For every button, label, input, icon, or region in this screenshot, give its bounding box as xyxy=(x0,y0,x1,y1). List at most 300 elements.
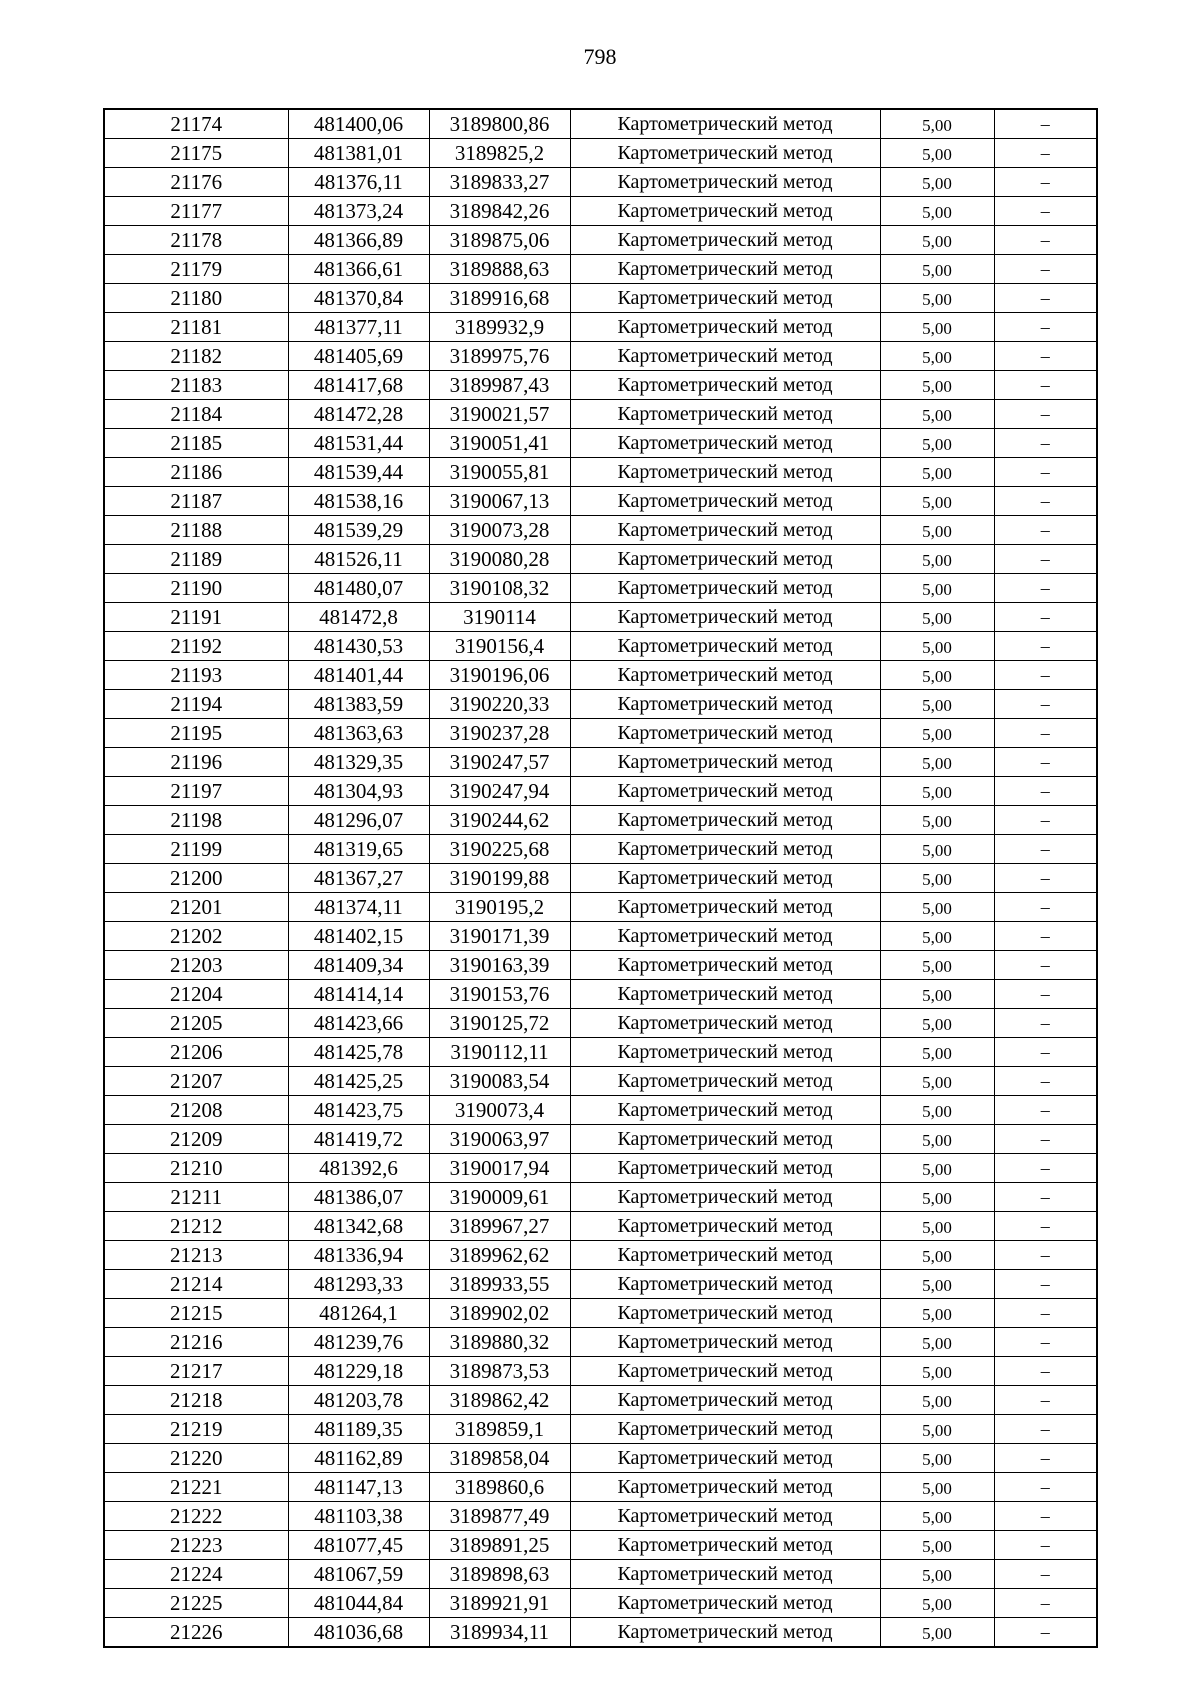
method-cell: Картометрический метод xyxy=(570,139,880,168)
description-cell: – xyxy=(994,255,1097,284)
method-cell: Картометрический метод xyxy=(570,487,880,516)
method-cell: Картометрический метод xyxy=(570,1328,880,1357)
point-number-cell: 21210 xyxy=(104,1154,288,1183)
point-number-cell: 21217 xyxy=(104,1357,288,1386)
accuracy-cell: 5,00 xyxy=(880,922,994,951)
x-coordinate-cell: 481374,11 xyxy=(288,893,429,922)
method-cell: Картометрический метод xyxy=(570,400,880,429)
point-number-cell: 21188 xyxy=(104,516,288,545)
table-row xyxy=(104,342,1097,371)
table-row xyxy=(104,1096,1097,1125)
table-row xyxy=(104,255,1097,284)
x-coordinate-cell: 481342,68 xyxy=(288,1212,429,1241)
accuracy-cell: 5,00 xyxy=(880,371,994,400)
accuracy-cell: 5,00 xyxy=(880,1038,994,1067)
point-number-cell: 21211 xyxy=(104,1183,288,1212)
point-number-cell: 21221 xyxy=(104,1473,288,1502)
x-coordinate-cell: 481239,76 xyxy=(288,1328,429,1357)
point-number-cell: 21218 xyxy=(104,1386,288,1415)
point-number-cell: 21224 xyxy=(104,1560,288,1589)
description-cell: – xyxy=(994,197,1097,226)
description-cell: – xyxy=(994,777,1097,806)
point-number-cell: 21183 xyxy=(104,371,288,400)
accuracy-cell: 5,00 xyxy=(880,777,994,806)
y-coordinate-cell: 3190073,28 xyxy=(429,516,570,545)
point-number-cell: 21207 xyxy=(104,1067,288,1096)
point-number-cell: 21216 xyxy=(104,1328,288,1357)
method-cell: Картометрический метод xyxy=(570,342,880,371)
description-cell: – xyxy=(994,951,1097,980)
point-number-cell: 21225 xyxy=(104,1589,288,1618)
point-number-cell: 21195 xyxy=(104,719,288,748)
y-coordinate-cell: 3189921,91 xyxy=(429,1589,570,1618)
method-cell: Картометрический метод xyxy=(570,516,880,545)
table-row xyxy=(104,1444,1097,1473)
x-coordinate-cell: 481425,78 xyxy=(288,1038,429,1067)
y-coordinate-cell: 3190156,4 xyxy=(429,632,570,661)
description-cell: – xyxy=(994,1415,1097,1444)
point-number-cell: 21219 xyxy=(104,1415,288,1444)
y-coordinate-cell: 3189891,25 xyxy=(429,1531,570,1560)
method-cell: Картометрический метод xyxy=(570,806,880,835)
description-cell: – xyxy=(994,1386,1097,1415)
point-number-cell: 21201 xyxy=(104,893,288,922)
method-cell: Картометрический метод xyxy=(570,1560,880,1589)
x-coordinate-cell: 481392,6 xyxy=(288,1154,429,1183)
table-row xyxy=(104,458,1097,487)
table-row xyxy=(104,168,1097,197)
x-coordinate-cell: 481386,07 xyxy=(288,1183,429,1212)
y-coordinate-cell: 3190051,41 xyxy=(429,429,570,458)
method-cell: Картометрический метод xyxy=(570,1270,880,1299)
point-number-cell: 21178 xyxy=(104,226,288,255)
y-coordinate-cell: 3189898,63 xyxy=(429,1560,570,1589)
y-coordinate-cell: 3190112,11 xyxy=(429,1038,570,1067)
point-number-cell: 21203 xyxy=(104,951,288,980)
x-coordinate-cell: 481409,34 xyxy=(288,951,429,980)
table-row xyxy=(104,1357,1097,1386)
y-coordinate-cell: 3190063,97 xyxy=(429,1125,570,1154)
description-cell: – xyxy=(994,168,1097,197)
method-cell: Картометрический метод xyxy=(570,1096,880,1125)
accuracy-cell: 5,00 xyxy=(880,1473,994,1502)
x-coordinate-cell: 481304,93 xyxy=(288,777,429,806)
accuracy-cell: 5,00 xyxy=(880,1560,994,1589)
method-cell: Картометрический метод xyxy=(570,1212,880,1241)
table-row xyxy=(104,603,1097,632)
table-row xyxy=(104,1560,1097,1589)
accuracy-cell: 5,00 xyxy=(880,1183,994,1212)
description-cell: – xyxy=(994,1618,1097,1648)
x-coordinate-cell: 481336,94 xyxy=(288,1241,429,1270)
y-coordinate-cell: 3190163,39 xyxy=(429,951,570,980)
description-cell: – xyxy=(994,690,1097,719)
description-cell: – xyxy=(994,1328,1097,1357)
x-coordinate-cell: 481425,25 xyxy=(288,1067,429,1096)
y-coordinate-cell: 3190021,57 xyxy=(429,400,570,429)
x-coordinate-cell: 481472,28 xyxy=(288,400,429,429)
method-cell: Картометрический метод xyxy=(570,545,880,574)
x-coordinate-cell: 481366,89 xyxy=(288,226,429,255)
point-number-cell: 21194 xyxy=(104,690,288,719)
table-row xyxy=(104,1299,1097,1328)
description-cell: – xyxy=(994,109,1097,139)
description-cell: – xyxy=(994,806,1097,835)
method-cell: Картометрический метод xyxy=(570,980,880,1009)
x-coordinate-cell: 481036,68 xyxy=(288,1618,429,1648)
method-cell: Картометрический метод xyxy=(570,1415,880,1444)
description-cell: – xyxy=(994,1212,1097,1241)
point-number-cell: 21223 xyxy=(104,1531,288,1560)
y-coordinate-cell: 3189875,06 xyxy=(429,226,570,255)
point-number-cell: 21206 xyxy=(104,1038,288,1067)
method-cell: Картометрический метод xyxy=(570,197,880,226)
x-coordinate-cell: 481526,11 xyxy=(288,545,429,574)
accuracy-cell: 5,00 xyxy=(880,1009,994,1038)
page-number: 798 xyxy=(583,44,617,69)
y-coordinate-cell: 3189902,02 xyxy=(429,1299,570,1328)
table-row xyxy=(104,284,1097,313)
point-number-cell: 21191 xyxy=(104,603,288,632)
x-coordinate-cell: 481370,84 xyxy=(288,284,429,313)
table-row xyxy=(104,1067,1097,1096)
accuracy-cell: 5,00 xyxy=(880,545,994,574)
accuracy-cell: 5,00 xyxy=(880,893,994,922)
point-number-cell: 21205 xyxy=(104,1009,288,1038)
point-number-cell: 21196 xyxy=(104,748,288,777)
table-row xyxy=(104,951,1097,980)
x-coordinate-cell: 481419,72 xyxy=(288,1125,429,1154)
point-number-cell: 21180 xyxy=(104,284,288,313)
table-row xyxy=(104,1531,1097,1560)
method-cell: Картометрический метод xyxy=(570,1444,880,1473)
method-cell: Картометрический метод xyxy=(570,313,880,342)
x-coordinate-cell: 481296,07 xyxy=(288,806,429,835)
accuracy-cell: 5,00 xyxy=(880,168,994,197)
point-number-cell: 21187 xyxy=(104,487,288,516)
table-row xyxy=(104,1009,1097,1038)
method-cell: Картометрический метод xyxy=(570,1502,880,1531)
table-row xyxy=(104,632,1097,661)
x-coordinate-cell: 481401,44 xyxy=(288,661,429,690)
method-cell: Картометрический метод xyxy=(570,1618,880,1648)
method-cell: Картометрический метод xyxy=(570,1357,880,1386)
accuracy-cell: 5,00 xyxy=(880,1618,994,1648)
method-cell: Картометрический метод xyxy=(570,922,880,951)
y-coordinate-cell: 3189842,26 xyxy=(429,197,570,226)
table-row xyxy=(104,777,1097,806)
y-coordinate-cell: 3189877,49 xyxy=(429,1502,570,1531)
table-row xyxy=(104,1270,1097,1299)
description-cell: – xyxy=(994,516,1097,545)
description-cell: – xyxy=(994,835,1097,864)
table-row xyxy=(104,197,1097,226)
method-cell: Картометрический метод xyxy=(570,835,880,864)
method-cell: Картометрический метод xyxy=(570,1038,880,1067)
x-coordinate-cell: 481373,24 xyxy=(288,197,429,226)
description-cell: – xyxy=(994,313,1097,342)
table-row xyxy=(104,1589,1097,1618)
accuracy-cell: 5,00 xyxy=(880,1386,994,1415)
x-coordinate-cell: 481203,78 xyxy=(288,1386,429,1415)
accuracy-cell: 5,00 xyxy=(880,1154,994,1183)
description-cell: – xyxy=(994,226,1097,255)
x-coordinate-cell: 481229,18 xyxy=(288,1357,429,1386)
table-row xyxy=(104,400,1097,429)
table-row xyxy=(104,371,1097,400)
description-cell: – xyxy=(994,632,1097,661)
method-cell: Картометрический метод xyxy=(570,661,880,690)
x-coordinate-cell: 481329,35 xyxy=(288,748,429,777)
description-cell: – xyxy=(994,1154,1097,1183)
method-cell: Картометрический метод xyxy=(570,777,880,806)
description-cell: – xyxy=(994,487,1097,516)
point-number-cell: 21176 xyxy=(104,168,288,197)
accuracy-cell: 5,00 xyxy=(880,1357,994,1386)
point-number-cell: 21185 xyxy=(104,429,288,458)
y-coordinate-cell: 3189873,53 xyxy=(429,1357,570,1386)
x-coordinate-cell: 481381,01 xyxy=(288,139,429,168)
description-cell: – xyxy=(994,574,1097,603)
accuracy-cell: 5,00 xyxy=(880,835,994,864)
x-coordinate-cell: 481539,29 xyxy=(288,516,429,545)
x-coordinate-cell: 481377,11 xyxy=(288,313,429,342)
x-coordinate-cell: 481531,44 xyxy=(288,429,429,458)
accuracy-cell: 5,00 xyxy=(880,1415,994,1444)
method-cell: Картометрический метод xyxy=(570,1183,880,1212)
table-row xyxy=(104,893,1097,922)
method-cell: Картометрический метод xyxy=(570,226,880,255)
point-number-cell: 21193 xyxy=(104,661,288,690)
y-coordinate-cell: 3190108,32 xyxy=(429,574,570,603)
accuracy-cell: 5,00 xyxy=(880,1270,994,1299)
description-cell: – xyxy=(994,1009,1097,1038)
accuracy-cell: 5,00 xyxy=(880,516,994,545)
x-coordinate-cell: 481147,13 xyxy=(288,1473,429,1502)
y-coordinate-cell: 3190247,57 xyxy=(429,748,570,777)
description-cell: – xyxy=(994,893,1097,922)
x-coordinate-cell: 481423,75 xyxy=(288,1096,429,1125)
accuracy-cell: 5,00 xyxy=(880,748,994,777)
method-cell: Картометрический метод xyxy=(570,632,880,661)
method-cell: Картометрический метод xyxy=(570,1009,880,1038)
table-row xyxy=(104,1502,1097,1531)
accuracy-cell: 5,00 xyxy=(880,574,994,603)
x-coordinate-cell: 481417,68 xyxy=(288,371,429,400)
y-coordinate-cell: 3189825,2 xyxy=(429,139,570,168)
y-coordinate-cell: 3190009,61 xyxy=(429,1183,570,1212)
x-coordinate-cell: 481103,38 xyxy=(288,1502,429,1531)
table-row xyxy=(104,574,1097,603)
point-number-cell: 21220 xyxy=(104,1444,288,1473)
y-coordinate-cell: 3189833,27 xyxy=(429,168,570,197)
description-cell: – xyxy=(994,371,1097,400)
description-cell: – xyxy=(994,400,1097,429)
table-row xyxy=(104,661,1097,690)
x-coordinate-cell: 481480,07 xyxy=(288,574,429,603)
point-number-cell: 21182 xyxy=(104,342,288,371)
x-coordinate-cell: 481376,11 xyxy=(288,168,429,197)
table-row xyxy=(104,1415,1097,1444)
method-cell: Картометрический метод xyxy=(570,109,880,139)
description-cell: – xyxy=(994,1270,1097,1299)
table-row xyxy=(104,1473,1097,1502)
method-cell: Картометрический метод xyxy=(570,603,880,632)
y-coordinate-cell: 3190083,54 xyxy=(429,1067,570,1096)
accuracy-cell: 5,00 xyxy=(880,661,994,690)
accuracy-cell: 5,00 xyxy=(880,342,994,371)
accuracy-cell: 5,00 xyxy=(880,1328,994,1357)
y-coordinate-cell: 3190017,94 xyxy=(429,1154,570,1183)
accuracy-cell: 5,00 xyxy=(880,1096,994,1125)
table-row xyxy=(104,1212,1097,1241)
description-cell: – xyxy=(994,284,1097,313)
accuracy-cell: 5,00 xyxy=(880,429,994,458)
y-coordinate-cell: 3189858,04 xyxy=(429,1444,570,1473)
x-coordinate-cell: 481077,45 xyxy=(288,1531,429,1560)
description-cell: – xyxy=(994,1096,1097,1125)
table-row xyxy=(104,690,1097,719)
y-coordinate-cell: 3189962,62 xyxy=(429,1241,570,1270)
accuracy-cell: 5,00 xyxy=(880,400,994,429)
x-coordinate-cell: 481430,53 xyxy=(288,632,429,661)
table-row xyxy=(104,748,1097,777)
method-cell: Картометрический метод xyxy=(570,690,880,719)
accuracy-cell: 5,00 xyxy=(880,1589,994,1618)
table-row xyxy=(104,139,1097,168)
y-coordinate-cell: 3190220,33 xyxy=(429,690,570,719)
method-cell: Картометрический метод xyxy=(570,1067,880,1096)
point-number-cell: 21222 xyxy=(104,1502,288,1531)
table-row xyxy=(104,1386,1097,1415)
method-cell: Картометрический метод xyxy=(570,1154,880,1183)
accuracy-cell: 5,00 xyxy=(880,487,994,516)
description-cell: – xyxy=(994,1473,1097,1502)
point-number-cell: 21226 xyxy=(104,1618,288,1648)
description-cell: – xyxy=(994,1531,1097,1560)
method-cell: Картометрический метод xyxy=(570,1299,880,1328)
y-coordinate-cell: 3190199,88 xyxy=(429,864,570,893)
accuracy-cell: 5,00 xyxy=(880,255,994,284)
y-coordinate-cell: 3189862,42 xyxy=(429,1386,570,1415)
x-coordinate-cell: 481539,44 xyxy=(288,458,429,487)
description-cell: – xyxy=(994,139,1097,168)
table-row xyxy=(104,922,1097,951)
y-coordinate-cell: 3190247,94 xyxy=(429,777,570,806)
accuracy-cell: 5,00 xyxy=(880,284,994,313)
coordinates-table xyxy=(103,108,1098,1648)
method-cell: Картометрический метод xyxy=(570,574,880,603)
point-number-cell: 21175 xyxy=(104,139,288,168)
accuracy-cell: 5,00 xyxy=(880,951,994,980)
accuracy-cell: 5,00 xyxy=(880,603,994,632)
method-cell: Картометрический метод xyxy=(570,371,880,400)
y-coordinate-cell: 3189975,76 xyxy=(429,342,570,371)
description-cell: – xyxy=(994,1502,1097,1531)
description-cell: – xyxy=(994,980,1097,1009)
y-coordinate-cell: 3189987,43 xyxy=(429,371,570,400)
y-coordinate-cell: 3190114 xyxy=(429,603,570,632)
y-coordinate-cell: 3190225,68 xyxy=(429,835,570,864)
y-coordinate-cell: 3190125,72 xyxy=(429,1009,570,1038)
point-number-cell: 21174 xyxy=(104,109,288,139)
description-cell: – xyxy=(994,1560,1097,1589)
description-cell: – xyxy=(994,545,1097,574)
y-coordinate-cell: 3189967,27 xyxy=(429,1212,570,1241)
y-coordinate-cell: 3189800,86 xyxy=(429,109,570,139)
accuracy-cell: 5,00 xyxy=(880,719,994,748)
point-number-cell: 21214 xyxy=(104,1270,288,1299)
description-cell: – xyxy=(994,1183,1097,1212)
y-coordinate-cell: 3189933,55 xyxy=(429,1270,570,1299)
point-number-cell: 21200 xyxy=(104,864,288,893)
method-cell: Картометрический метод xyxy=(570,1531,880,1560)
x-coordinate-cell: 481067,59 xyxy=(288,1560,429,1589)
method-cell: Картометрический метод xyxy=(570,719,880,748)
point-number-cell: 21204 xyxy=(104,980,288,1009)
accuracy-cell: 5,00 xyxy=(880,1502,994,1531)
method-cell: Картометрический метод xyxy=(570,1386,880,1415)
y-coordinate-cell: 3189880,32 xyxy=(429,1328,570,1357)
accuracy-cell: 5,00 xyxy=(880,313,994,342)
y-coordinate-cell: 3190195,2 xyxy=(429,893,570,922)
y-coordinate-cell: 3190067,13 xyxy=(429,487,570,516)
point-number-cell: 21212 xyxy=(104,1212,288,1241)
accuracy-cell: 5,00 xyxy=(880,1067,994,1096)
accuracy-cell: 5,00 xyxy=(880,458,994,487)
point-number-cell: 21189 xyxy=(104,545,288,574)
x-coordinate-cell: 481319,65 xyxy=(288,835,429,864)
table-row xyxy=(104,1328,1097,1357)
description-cell: – xyxy=(994,1038,1097,1067)
table-row xyxy=(104,226,1097,255)
point-number-cell: 21181 xyxy=(104,313,288,342)
description-cell: – xyxy=(994,748,1097,777)
point-number-cell: 21213 xyxy=(104,1241,288,1270)
table-row xyxy=(104,516,1097,545)
point-number-cell: 21197 xyxy=(104,777,288,806)
description-cell: – xyxy=(994,1241,1097,1270)
method-cell: Картометрический метод xyxy=(570,284,880,313)
y-coordinate-cell: 3190073,4 xyxy=(429,1096,570,1125)
x-coordinate-cell: 481189,35 xyxy=(288,1415,429,1444)
accuracy-cell: 5,00 xyxy=(880,980,994,1009)
x-coordinate-cell: 481363,63 xyxy=(288,719,429,748)
y-coordinate-cell: 3190196,06 xyxy=(429,661,570,690)
table-row xyxy=(104,864,1097,893)
x-coordinate-cell: 481538,16 xyxy=(288,487,429,516)
description-cell: – xyxy=(994,922,1097,951)
table-row xyxy=(104,1125,1097,1154)
method-cell: Картометрический метод xyxy=(570,864,880,893)
method-cell: Картометрический метод xyxy=(570,1589,880,1618)
x-coordinate-cell: 481405,69 xyxy=(288,342,429,371)
y-coordinate-cell: 3190237,28 xyxy=(429,719,570,748)
table-row xyxy=(104,1241,1097,1270)
accuracy-cell: 5,00 xyxy=(880,1299,994,1328)
point-number-cell: 21198 xyxy=(104,806,288,835)
method-cell: Картометрический метод xyxy=(570,951,880,980)
point-number-cell: 21186 xyxy=(104,458,288,487)
method-cell: Картометрический метод xyxy=(570,1241,880,1270)
description-cell: – xyxy=(994,1125,1097,1154)
method-cell: Картометрический метод xyxy=(570,1125,880,1154)
method-cell: Картометрический метод xyxy=(570,168,880,197)
y-coordinate-cell: 3189888,63 xyxy=(429,255,570,284)
accuracy-cell: 5,00 xyxy=(880,139,994,168)
table-row xyxy=(104,545,1097,574)
x-coordinate-cell: 481414,14 xyxy=(288,980,429,1009)
